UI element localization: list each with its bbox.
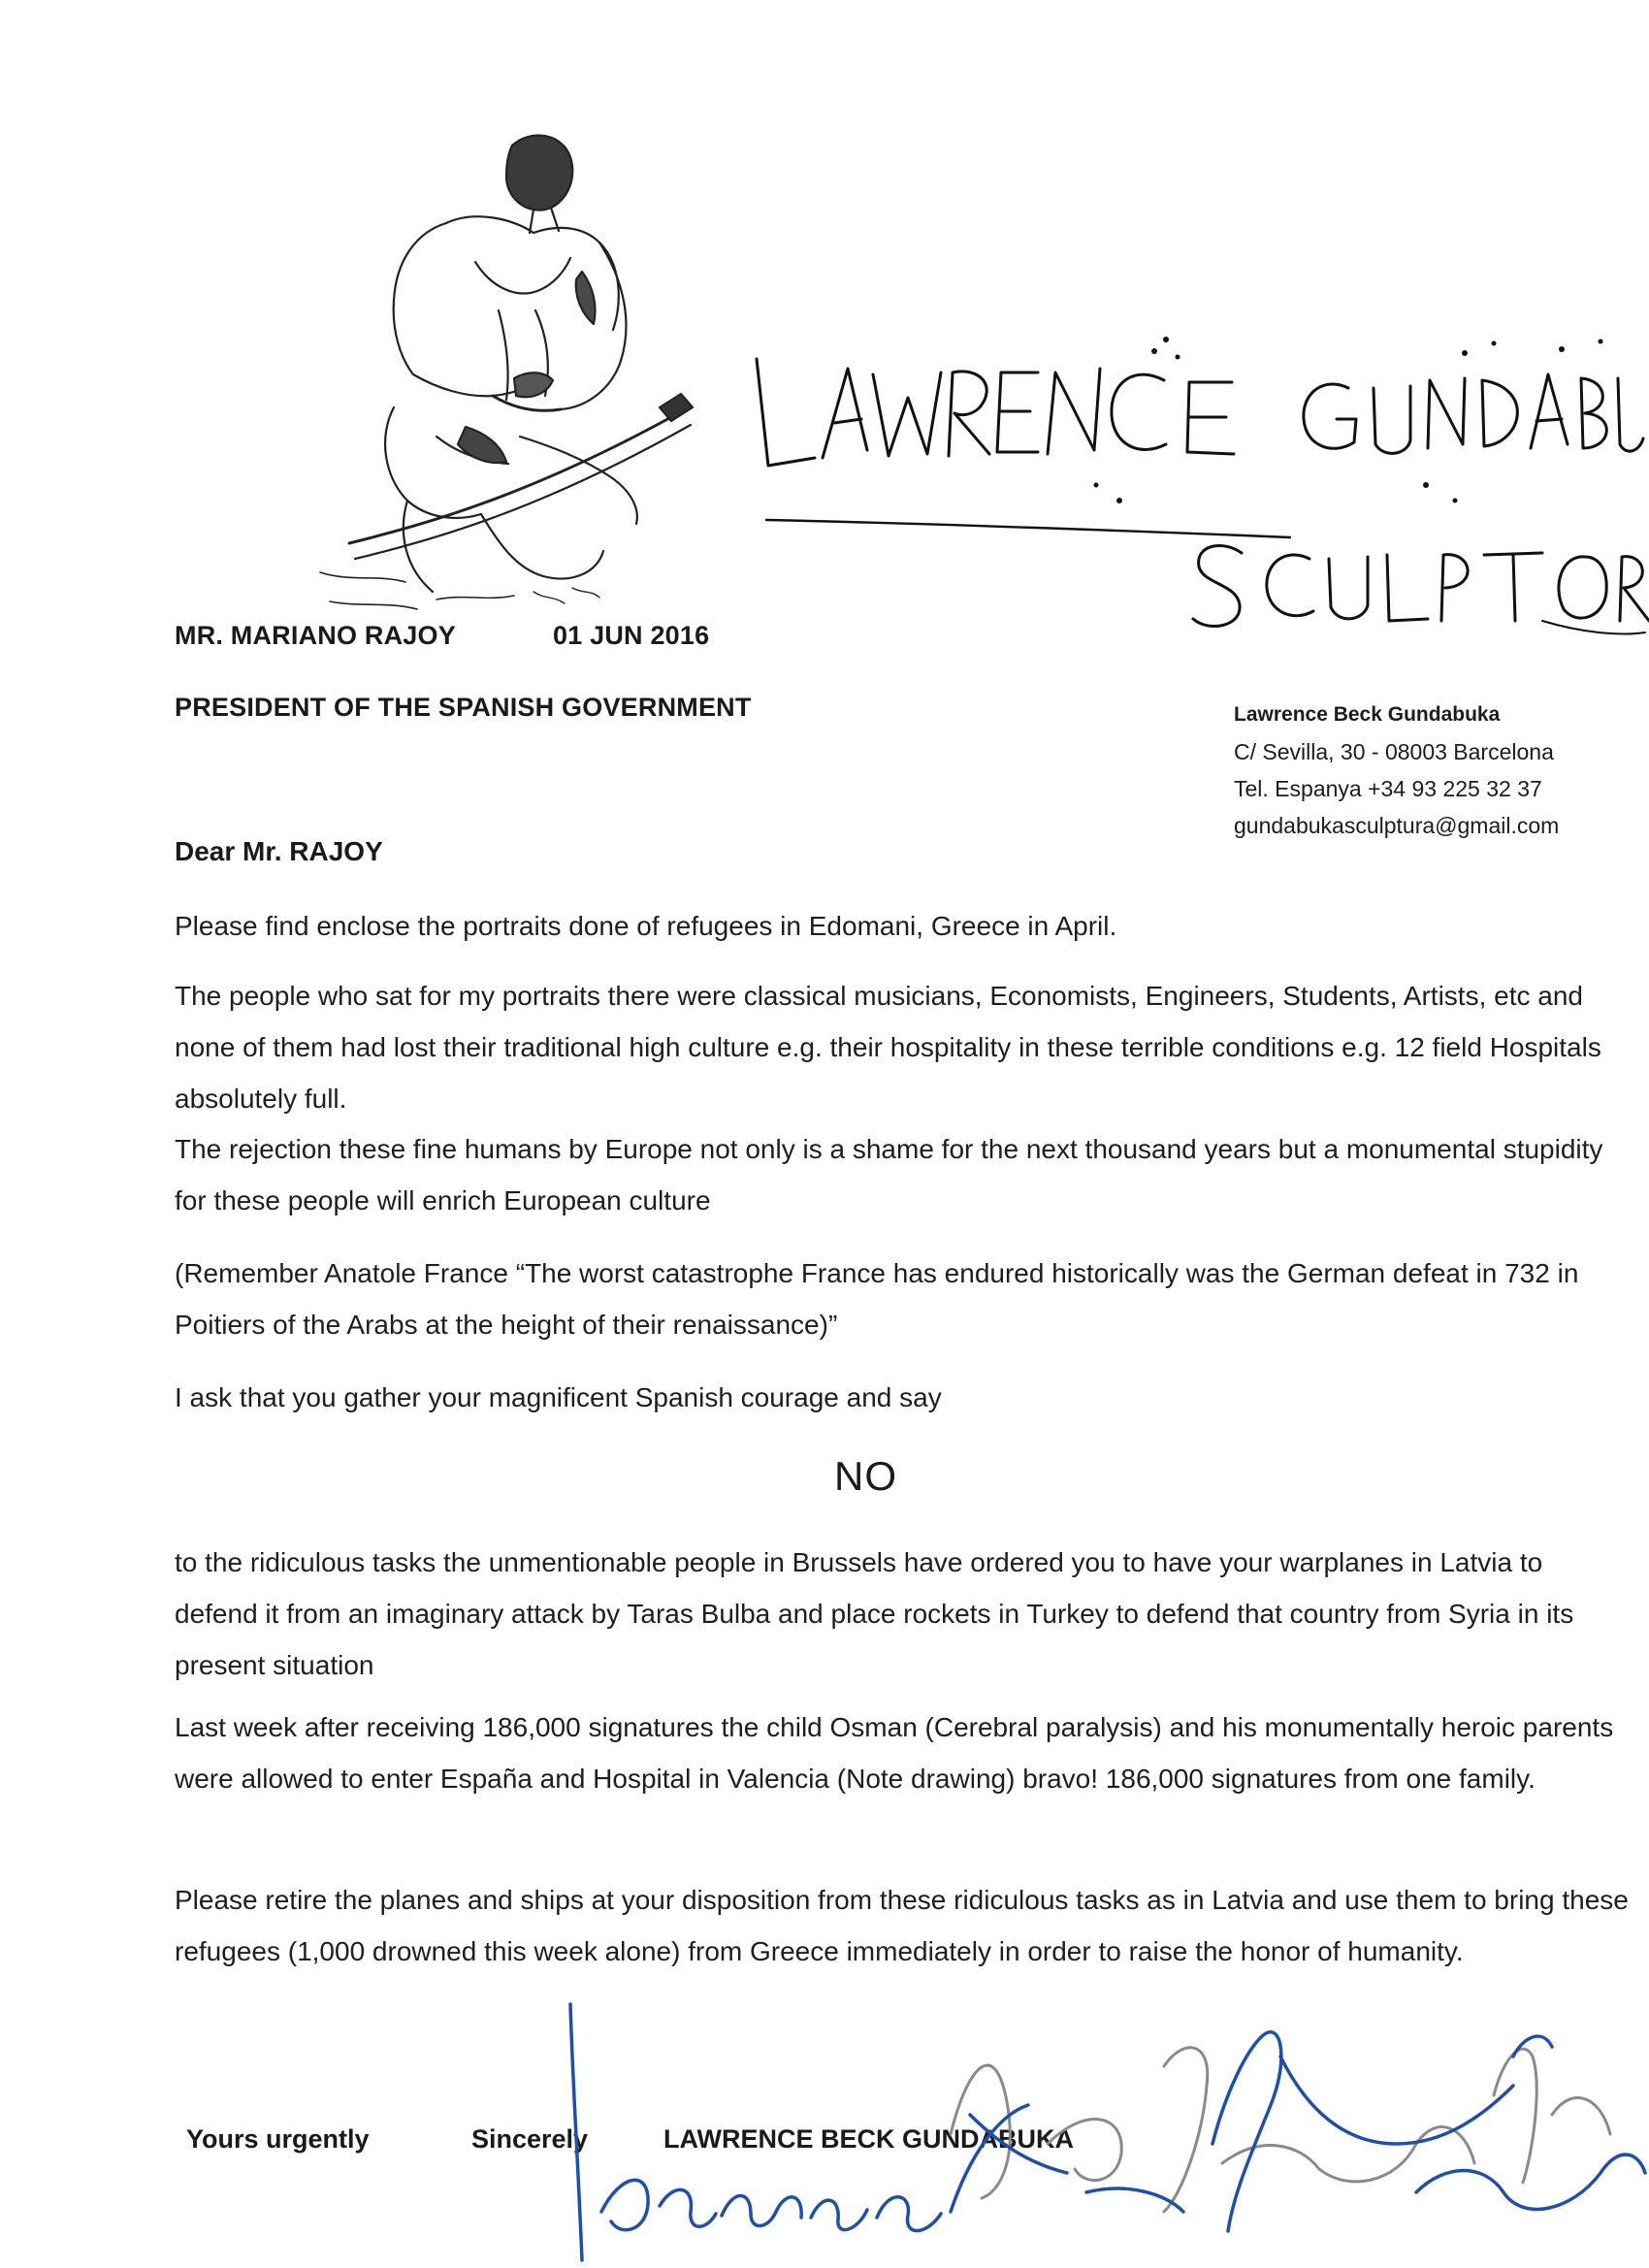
closing-signatory-name: LAWRENCE BECK GUNDABUKA [663, 2124, 1074, 2154]
sender-name: Lawrence Beck Gundabuka [1234, 703, 1501, 726]
body-paragraph-3: The rejection these fine humans by Europe not only is a shame for the next thousand years but a monumental stupidity for these people will enrich European culture [175, 1134, 1603, 1215]
body-paragraph-4: (Remember Anatole France “The worst catastrophe France has endured historically was the German defeat in 732 in Poitiers of the Arabs at the height of their renaissance)” [175, 1258, 1579, 1340]
handwritten-logo-lawrence-gundabuka-sculptor [747, 330, 1649, 660]
body-paragraph-8: Please retire the planes and ships at your disposition from these ridiculous tasks as in Latvia and use them to bring these refugees (1,000 drowned this week alone) from Greece immediately in order to raise the honor of humanity. [175, 1885, 1629, 1966]
closing-yours-urgently: Yours urgently [186, 2124, 370, 2154]
body-paragraph-6: to the ridiculous tasks the unmentionable people in Brussels have ordered you to have your warplanes in Latvia to defend it from an imaginary attack by Taras Bulba and place rockets in Turkey to defend that country from Syria in its present situation [175, 1547, 1574, 1680]
emphasis-no: NO [834, 1453, 897, 1499]
recipient-name: MR. MARIANO RAJOY [175, 621, 456, 650]
sender-street: C/ Sevilla, 30 - 08003 Barcelona [1234, 739, 1554, 764]
body-paragraph-2: The people who sat for my portraits there were classical musicians, Economists, Engineers, Students, Artists, etc and none of them had lost their traditional high culture e.g. their hospitality in these terrible conditions e.g. 12 field Hospitals absolutely full. [175, 981, 1601, 1114]
letter-date: 01 JUN 2016 [553, 621, 710, 650]
sender-address-block [1234, 697, 1641, 844]
sender-phone: Tel. Espanya +34 93 225 32 37 [1234, 776, 1542, 801]
body-paragraph-5: I ask that you gather your magnificent Spanish courage and say [175, 1382, 942, 1412]
body-paragraph-1: Please find enclose the portraits done of refugees in Edomani, Greece in April. [175, 911, 1117, 941]
closing-sincerely: Sincerely [471, 2124, 589, 2154]
handwritten-signature [543, 1998, 1649, 2268]
salutation: Dear Mr. RAJOY [175, 836, 383, 866]
body-paragraph-7: Last week after receiving 186,000 signatures the child Osman (Cerebral paralysis) and his monumentally heroic parents were allowed to enter España and Hospital in Valencia (Note drawing) bravo! 186,000 signatures from one family. [175, 1712, 1614, 1794]
sculpture-sketch-illustration [291, 116, 698, 621]
sender-email: gundabukasculptura@gmail.com [1234, 813, 1560, 838]
recipient-title: PRESIDENT OF THE SPANISH GOVERNMENT [175, 693, 752, 722]
